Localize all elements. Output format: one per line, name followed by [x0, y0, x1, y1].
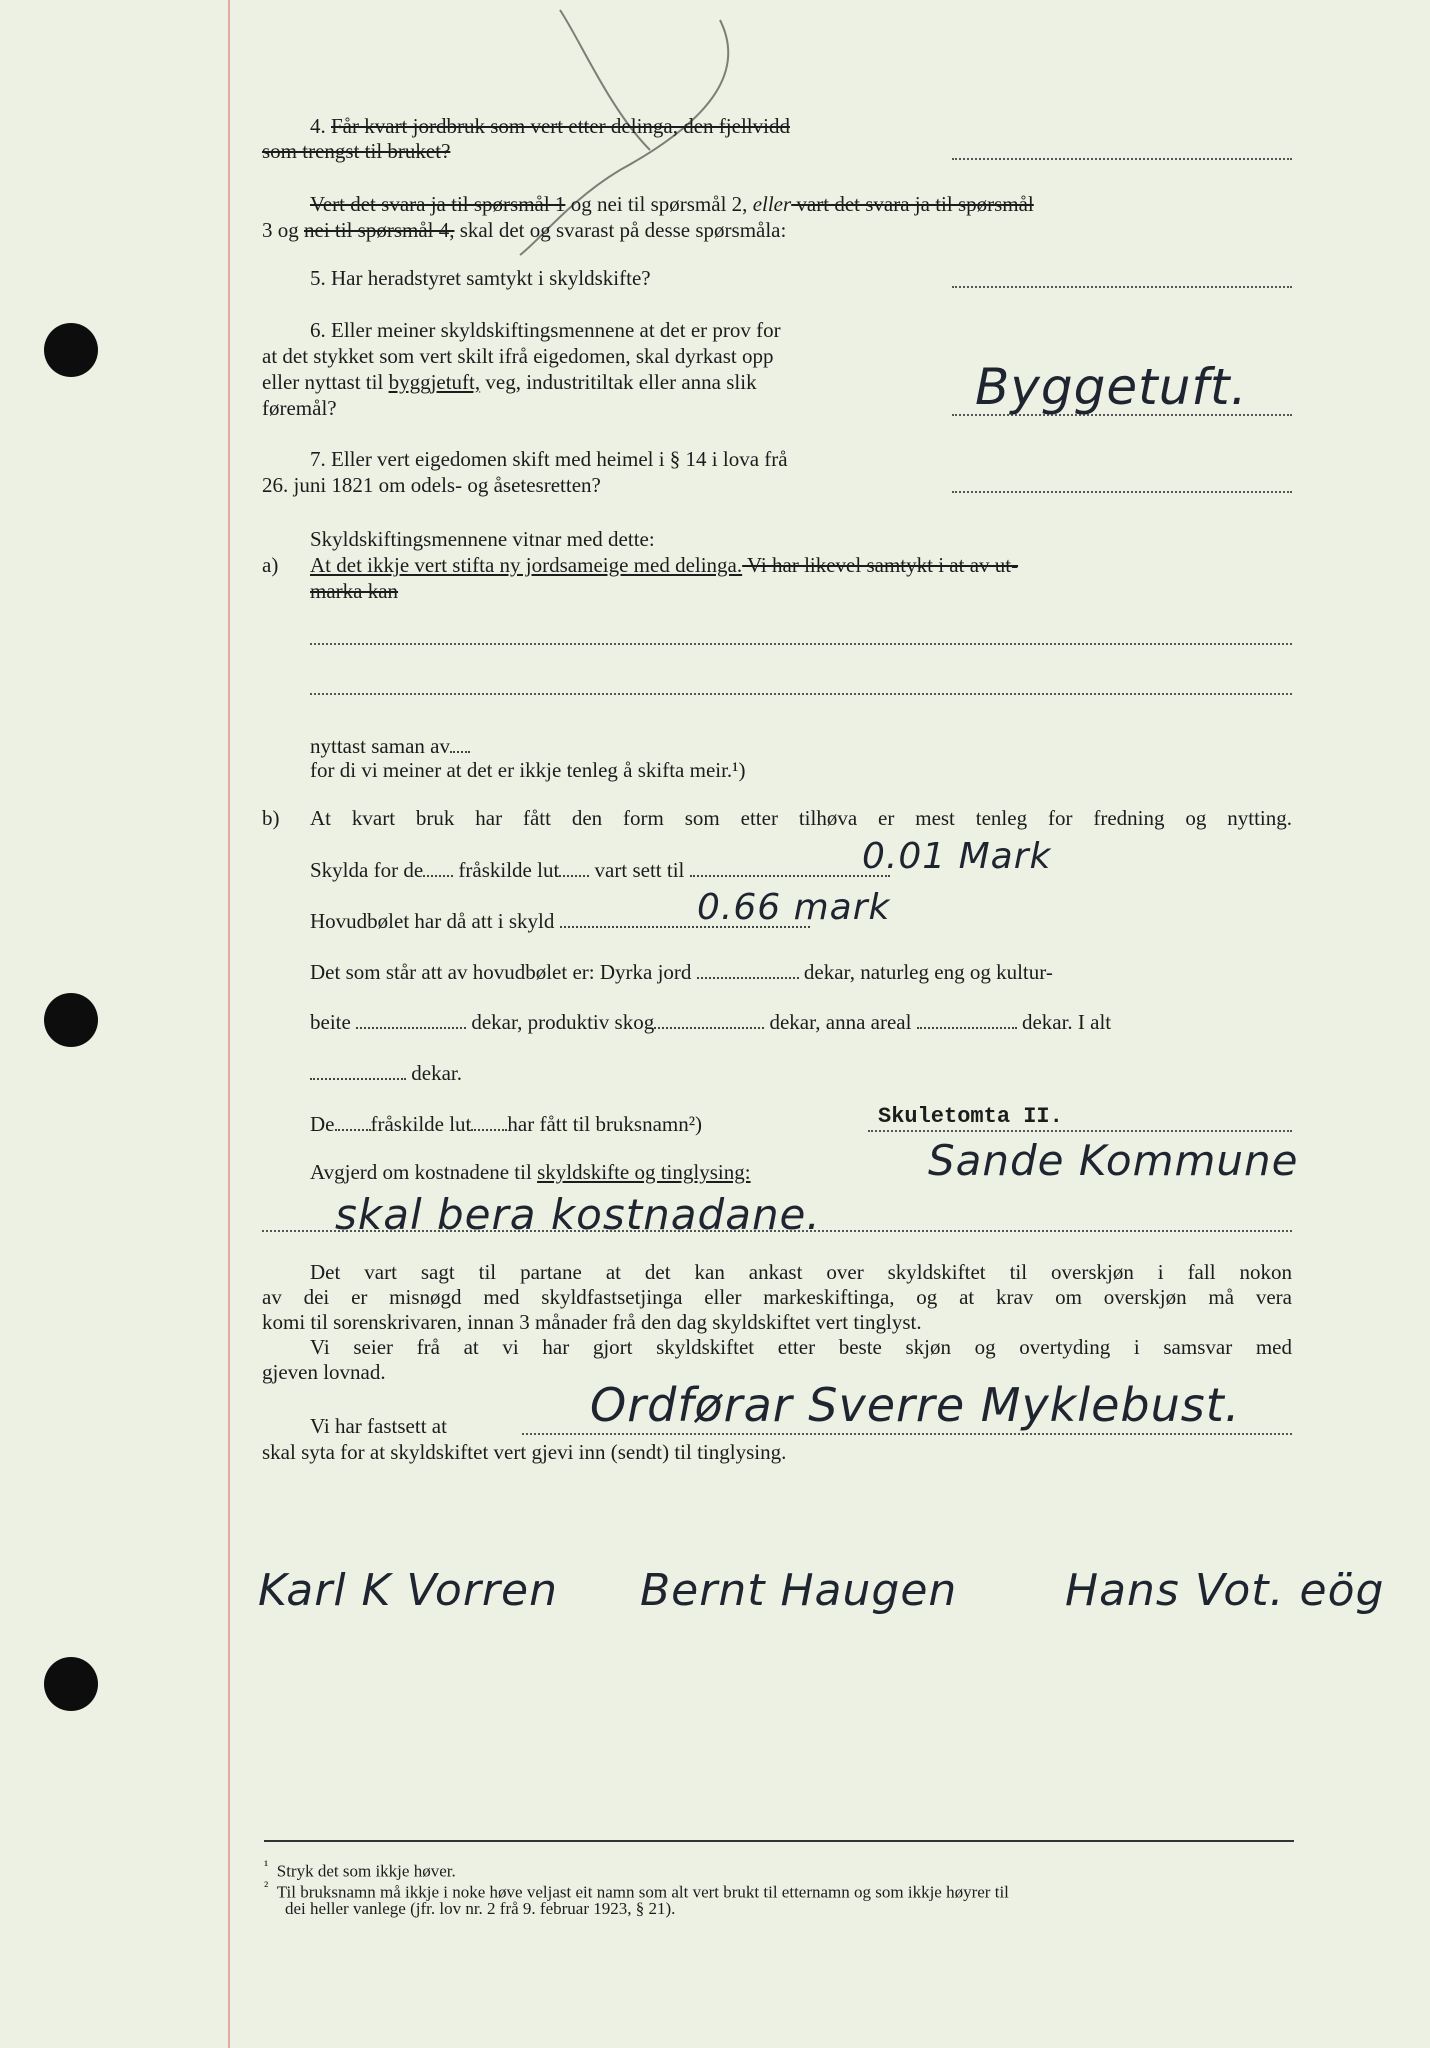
bruksnamn: Skuletomta II. [878, 1104, 1063, 1129]
a-line2: marka kan [310, 579, 399, 603]
avgjerd-line: Avgjerd om kostnadene til skyldskifte og tinglysing: [310, 1160, 751, 1184]
avgjerd-handwritten-2: skal bera kostnadane. [335, 1190, 821, 1239]
q6-handwritten-answer: Byggetuft. [975, 358, 1248, 416]
a-fordi: for di vi meiner at det er ikkje tenleg å skifta meir.¹) [310, 758, 746, 782]
q4-answer-line [952, 158, 1292, 160]
b-label: b) [262, 806, 280, 830]
q4-line1: 4. Får kvart jordbruk som vert etter delinga, den fjellvidd [310, 114, 790, 138]
skylda-line: Skylda for de fråskilde lut vart sett til [310, 855, 890, 883]
bruksnamn-line [868, 1130, 1292, 1132]
note-line1: Vert det svara ja til spørsmål 1 og nei til spørsmål 2, eller vart det svara ja til spørsmål [310, 192, 1034, 216]
dekar-line: dekar. [310, 1058, 462, 1086]
q5: 5. Har heradstyret samtykt i skyldskifte? [310, 266, 651, 290]
a-label: a) [262, 553, 279, 577]
punch-hole [44, 323, 98, 377]
q4-line2: som trengst til bruket? [262, 139, 451, 163]
q7-answer-line [952, 491, 1292, 493]
para1-line2: av dei er misnøgd med skyldfastsetjinga eller markeskiftinga, og at krav om overskjøn må vera [262, 1285, 1292, 1309]
footnote-1: $^{^1}$ Stryk det som ikkje høver. [264, 1858, 456, 1881]
footnote-2: $^{^2}$ Til bruksnamn må ikkje i noke høve veljast eit namn som alt vert brukt til etternamn og som ikkje høyrer til [264, 1879, 1009, 1902]
q5-answer-line [952, 286, 1292, 288]
det-som-line: Det som står att av hovudbølet er: Dyrka jord dekar, naturleg eng og kultur- [310, 957, 1053, 985]
de-line: De fråskilde lut har fått til bruksnamn²) [310, 1109, 702, 1137]
fastsett-line2: skal syta for at skyldskiftet vert gjevi inn (sendt) til tinglysing. [262, 1440, 787, 1464]
skylda-handwritten: 0.01 Mark [862, 836, 1052, 877]
signature: Karl K Vorren [258, 1565, 558, 1616]
hovudbol-handwritten: 0.66 mark [697, 887, 891, 928]
q7-line1: 7. Eller vert eigedomen skift med heimel i § 14 i lova frå [310, 447, 788, 471]
footnote-rule [264, 1840, 1294, 1842]
q6-line1: 6. Eller meiner skyldskiftingsmennene at det er prov for [310, 318, 781, 342]
para1-line1: Det vart sagt til partane at det kan ankast over skyldskiftet til overskjøn i fall nokon [310, 1260, 1292, 1284]
note-line2: 3 og nei til spørsmål 4, skal det og svarast på desse spørsmåla: [262, 218, 787, 242]
fastsett-label: Vi har fastsett at [310, 1414, 447, 1438]
b-text: At kvart bruk har fått den form som etter tilhøva er mest tenleg for fredning og nytting. [310, 806, 1292, 830]
hovudbol-line: Hovudbølet har då att i skyld [310, 906, 810, 934]
punch-hole [44, 1657, 98, 1711]
para1-line3: komi til sorenskrivaren, innan 3 månader frå den dag skyldskiftet vert tinglyst. [262, 1310, 922, 1334]
fastsett-handwritten: Ordførar Sverre Myklebust. [590, 1378, 1241, 1432]
footnote-2-cont: dei heller vanlege (jfr. lov nr. 2 frå 9. februar 1923, § 21). [285, 1899, 676, 1918]
punch-hole [44, 993, 98, 1047]
a-blank-line [310, 643, 1292, 645]
a-line1: At det ikkje vert stifta ny jordsameige med delinga. Vi har likevel samtykt i at av ut- [310, 553, 1019, 577]
signature: Bernt Haugen [640, 1565, 958, 1616]
avgjerd-line-2 [262, 1230, 1292, 1232]
para2-line2: gjeven lovnad. [262, 1360, 386, 1384]
a-nyttast: nyttast saman av [310, 731, 470, 759]
witness-heading: Skyldskiftingsmennene vitnar med dette: [310, 527, 655, 551]
q6-line4: føremål? [262, 396, 337, 420]
avgjerd-handwritten-1: Sande Kommune [928, 1136, 1299, 1185]
q6-line3: eller nyttast til byggjetuft, veg, industritiltak eller anna slik [262, 370, 757, 394]
beite-line: beite dekar, produktiv skog dekar, anna areal dekar. I alt [310, 1007, 1111, 1035]
q7-line2: 26. juni 1821 om odels- og åsetesretten? [262, 473, 601, 497]
fastsett-line [522, 1433, 1292, 1435]
signature: Hans Vot. eög [1065, 1565, 1385, 1616]
a-blank-line [310, 693, 1292, 695]
margin-line [228, 0, 230, 2048]
para2-line1: Vi seier frå at vi har gjort skyldskiftet etter beste skjøn og overtyding i samsvar med [310, 1335, 1292, 1359]
q6-line2: at det stykket som vert skilt ifrå eigedomen, skal dyrkast opp [262, 344, 774, 368]
